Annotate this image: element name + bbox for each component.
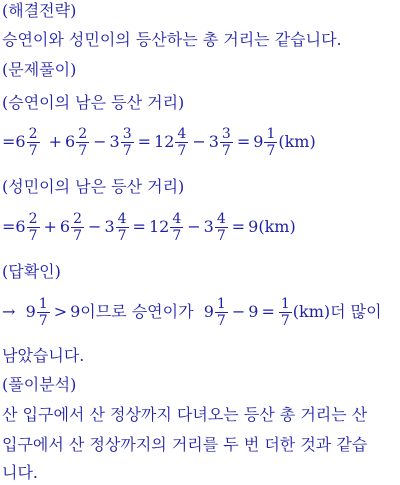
analysis-line-1: 산 입구에서 산 정상까지 다녀오는 등산 총 거리는 산 <box>2 405 368 424</box>
fraction: $\frac{4}{7}$ <box>177 126 187 159</box>
fraction: $\frac{1}{7}$ <box>216 296 226 329</box>
seongmin-equation: =6 $\frac{2}{7}$ + 6 $\frac{2}{7}$ − 3 $\frac{4}{7}$ = 12 $\frac{4}{7}$ − 3 $\frac{4}{7}$ = 9(km) <box>2 211 296 244</box>
fraction: $\frac{2}{7}$ <box>78 126 88 159</box>
fraction: $\frac{4}{7}$ <box>117 211 127 244</box>
heading-analysis: (풀이분석) <box>2 375 77 394</box>
strategy-text: 승연이와 성민이의 등산하는 총 거리는 같습니다. <box>2 30 342 49</box>
heading-strategy: (해결전략) <box>2 1 77 20</box>
seongmin-label: (성민이의 남은 등산 거리) <box>2 177 185 196</box>
fraction: $\frac{3}{7}$ <box>221 126 231 159</box>
fraction: $\frac{2}{7}$ <box>73 211 83 244</box>
heading-answer: (답확인) <box>2 262 61 281</box>
heading-solution: (문제풀이) <box>2 60 77 79</box>
fraction: $\frac{1}{7}$ <box>280 296 290 329</box>
fraction: $\frac{1}{7}$ <box>38 296 48 329</box>
fraction: $\frac{2}{7}$ <box>28 211 38 244</box>
fraction: $\frac{4}{7}$ <box>216 211 226 244</box>
analysis-line-3: 니다. <box>2 463 38 482</box>
fraction: $\frac{2}{7}$ <box>28 126 38 159</box>
seungyeon-label: (승연이의 남은 등산 거리) <box>2 93 185 112</box>
analysis-line-2: 입구에서 산 정상까지의 거리를 두 번 더한 것과 같습 <box>2 435 368 454</box>
fraction: $\frac{4}{7}$ <box>172 211 182 244</box>
fraction: $\frac{3}{7}$ <box>122 126 132 159</box>
seungyeon-equation: =6 $\frac{2}{7}$ + 6 $\frac{2}{7}$ − 3 $\frac{3}{7}$ = 12 $\frac{4}{7}$ − 3 $\frac{3}{7}$ = 9 $\frac{1}{7}$ (km) <box>2 126 316 159</box>
answer-continuation: 남았습니다. <box>2 346 85 365</box>
answer-line: → 9 $\frac{1}{7}$ > 9이므로 승연이가 9 $\frac{1}{7}$ − 9 = $\frac{1}{7}$ (km)더 많이 <box>2 296 382 329</box>
fraction: $\frac{1}{7}$ <box>266 126 276 159</box>
